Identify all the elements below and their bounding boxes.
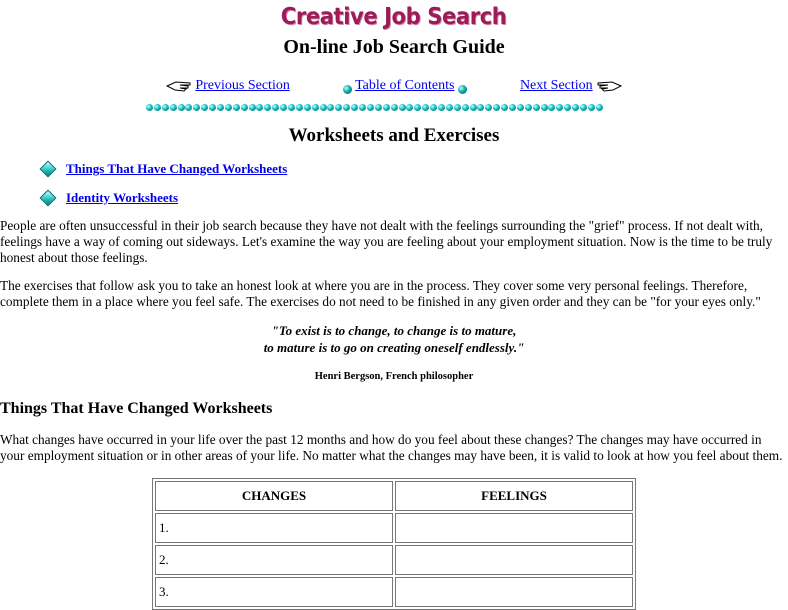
- bead-icon: [288, 104, 295, 111]
- pointing-hand-right-icon: [596, 80, 622, 92]
- page-title: Worksheets and Exercises: [288, 125, 500, 146]
- bead-icon: [343, 104, 350, 111]
- bead-icon: [462, 104, 469, 111]
- changes-cell: 1.: [155, 513, 393, 543]
- bead-icon: [359, 104, 366, 111]
- things-changed-link[interactable]: Things That Have Changed Worksheets: [66, 161, 288, 176]
- bead-icon: [596, 104, 603, 111]
- bead-icon: [533, 104, 540, 111]
- bead-icon: [201, 104, 208, 111]
- bead-icon: [399, 104, 406, 111]
- bead-icon: [470, 104, 477, 111]
- list-item: [40, 190, 178, 208]
- table-of-contents-link[interactable]: Table of Contents: [355, 78, 455, 93]
- site-logo: Creative Job Search: [281, 4, 507, 30]
- bead-icon: [312, 104, 319, 111]
- bead-icon: [351, 104, 358, 111]
- bead-icon: [256, 104, 263, 111]
- bead-icon: [241, 104, 248, 111]
- bead-icon: [541, 104, 548, 111]
- site-subtitle: On-line Job Search Guide: [283, 36, 505, 58]
- bead-icon: [446, 104, 453, 111]
- table-row: [155, 513, 633, 543]
- bead-icon: [564, 104, 571, 111]
- column-header-feelings: FEELINGS: [395, 481, 633, 511]
- bead-icon: [178, 104, 185, 111]
- bead-icon: [264, 104, 271, 111]
- bead-icon: [225, 104, 232, 111]
- bead-icon: [280, 104, 287, 111]
- bead-icon: [383, 104, 390, 111]
- bead-icon: [493, 104, 500, 111]
- quote-attribution: Henri Bergson, French philosopher: [314, 371, 474, 382]
- changes-intro-paragraph: What changes have occurred in your life over the past 12 months and how do you feel about these changes? The changes may have occurred in your employment situation or in other areas of your life. No matter what the changes may have been, it is valid to look at how you feel about them.: [0, 432, 783, 463]
- bead-icon: [193, 104, 200, 111]
- bead-icon: [320, 104, 327, 111]
- bead-icon: [580, 104, 587, 111]
- quote-line: "To exist is to change, to change is to mature,: [271, 323, 517, 338]
- previous-section-link[interactable]: Previous Section: [195, 78, 290, 93]
- bead-icon: [304, 104, 311, 111]
- bead-icon: [335, 104, 342, 111]
- bead-icon: [146, 104, 153, 111]
- bead-icon: [485, 104, 492, 111]
- feelings-cell: [395, 577, 633, 607]
- table-row: [155, 545, 633, 575]
- exercises-paragraph: The exercises that follow ask you to take an honest look at where you are in the process. They cover some very personal feelings. Therefore, complete them in a place where you feel safe. The exercises do not need to be finished in any given order and they can be "for your eyes only.": [0, 278, 761, 309]
- bead-icon: [572, 104, 579, 111]
- bead-icon: [233, 104, 240, 111]
- bead-icon: [517, 104, 524, 111]
- bead-icon: [525, 104, 532, 111]
- intro-paragraph: People are often unsuccessful in their job search because they have not dealt with the feelings surrounding the "grief" process. If not dealt with, feelings have a way of coming out sideways. Let's examine the way you are feeling about your employment situation. Now is the time to be truly honest about those feelings.: [0, 218, 773, 265]
- changes-cell: 2.: [155, 545, 393, 575]
- bead-icon: [588, 104, 595, 111]
- table-row: [155, 577, 633, 607]
- pointing-hand-left-icon: [166, 80, 192, 92]
- bead-icon: [422, 104, 429, 111]
- bead-icon: [249, 104, 256, 111]
- bead-icon: [162, 104, 169, 111]
- bead-icon: [375, 104, 382, 111]
- bead-icon: [414, 104, 421, 111]
- section-heading: Things That Have Changed Worksheets: [0, 400, 273, 417]
- bead-icon: [170, 104, 177, 111]
- feelings-cell: [395, 545, 633, 575]
- bead-icon: [438, 104, 445, 111]
- bead-icon: [296, 104, 303, 111]
- bead-icon: [185, 104, 192, 111]
- bead-icon: [272, 104, 279, 111]
- beaded-divider: [146, 100, 606, 110]
- bead-icon: [430, 104, 437, 111]
- bead-icon: [548, 104, 555, 111]
- identity-worksheets-link[interactable]: Identity Worksheets: [66, 190, 179, 205]
- bead-icon: [367, 104, 374, 111]
- list-item: [40, 161, 287, 179]
- bead-icon: [209, 104, 216, 111]
- next-section-link[interactable]: Next Section: [519, 78, 593, 93]
- bead-icon: [509, 104, 516, 111]
- bead-icon: [454, 104, 461, 111]
- diamond-bullet-icon: [40, 161, 57, 178]
- bead-icon: [217, 104, 224, 111]
- diamond-bullet-icon: [40, 190, 57, 207]
- bead-icon: [477, 104, 484, 111]
- bead-icon: [391, 104, 398, 111]
- bullet-ball-icon: [458, 85, 467, 94]
- feelings-cell: [395, 513, 633, 543]
- bead-icon: [154, 104, 161, 111]
- section-navigation: [0, 78, 788, 100]
- changes-feelings-table: [152, 478, 636, 610]
- bead-icon: [406, 104, 413, 111]
- changes-cell: 3.: [155, 577, 393, 607]
- bead-icon: [327, 104, 334, 111]
- bead-icon: [501, 104, 508, 111]
- table-header-row: [155, 481, 633, 511]
- quote-line: to mature is to go on creating oneself endlessly.": [263, 340, 525, 355]
- bead-icon: [556, 104, 563, 111]
- bullet-ball-icon: [343, 85, 352, 94]
- column-header-changes: CHANGES: [155, 481, 393, 511]
